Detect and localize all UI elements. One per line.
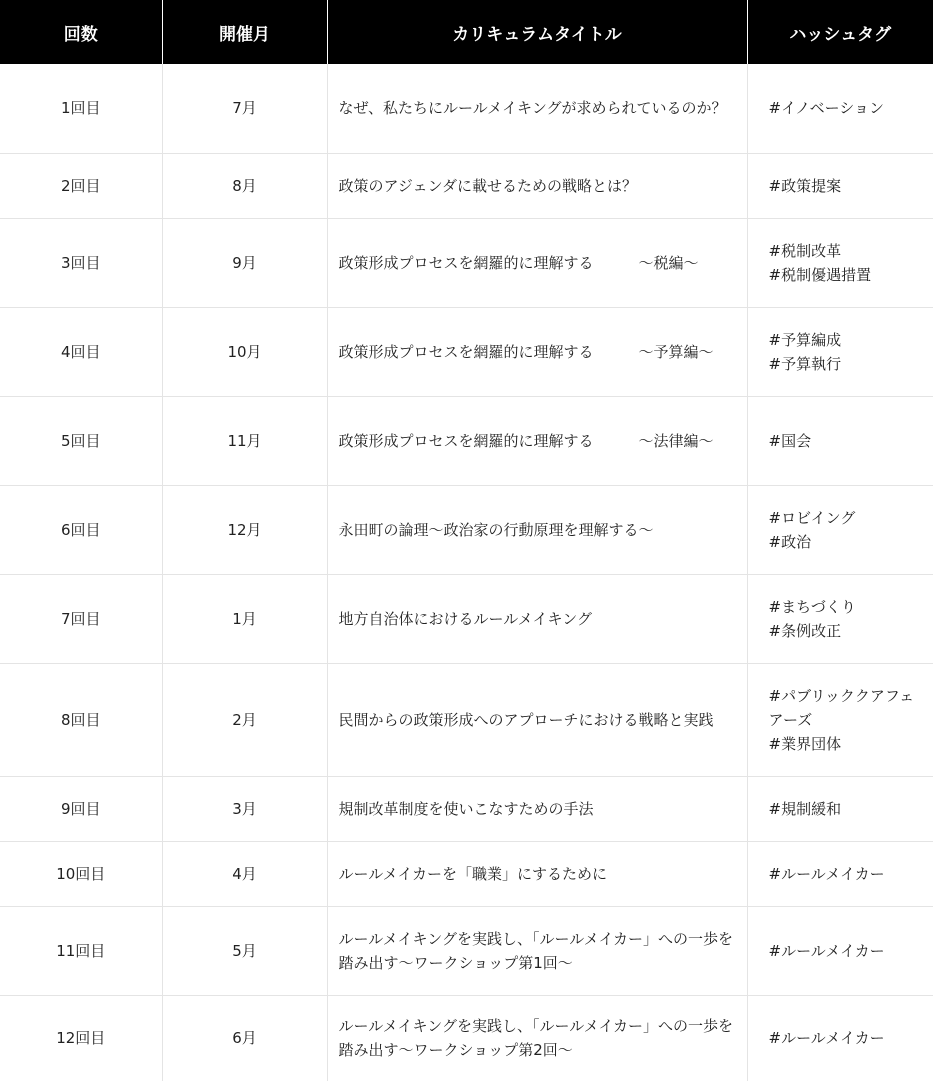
session-number: 4回目 (0, 307, 162, 396)
session-hashtags (747, 906, 933, 995)
session-month: 9月 (162, 218, 327, 307)
header-row (0, 0, 933, 64)
session-month: 4月 (162, 841, 327, 906)
session-number: 6回目 (0, 485, 162, 574)
session-month: 8月 (162, 153, 327, 218)
session-title: なぜ、私たちにルールメイキングが求められているのか？ (327, 64, 747, 153)
session-title: 永田町の論理〜政治家の行動原理を理解する〜 (327, 485, 747, 574)
session-number: 2回目 (0, 153, 162, 218)
session-hashtags (747, 485, 933, 574)
table-row (0, 776, 933, 841)
session-month: 1月 (162, 574, 327, 663)
session-month: 2月 (162, 663, 327, 776)
session-number: 8回目 (0, 663, 162, 776)
hashtag: #規制緩和 (768, 799, 842, 818)
hashtag: #税制優遇措置 (768, 265, 872, 284)
table-row (0, 153, 933, 218)
session-number: 5回目 (0, 396, 162, 485)
session-number: 1回目 (0, 64, 162, 153)
hashtag: #ロビイング (768, 508, 856, 527)
hashtag: #予算編成 (768, 330, 842, 349)
session-month: 10月 (162, 307, 327, 396)
session-month: 5月 (162, 906, 327, 995)
session-hashtags (747, 307, 933, 396)
session-title: 民間からの政策形成へのアプローチにおける戦略と実践 (327, 663, 747, 776)
table-row (0, 64, 933, 153)
session-hashtags (747, 64, 933, 153)
table-row (0, 841, 933, 906)
hashtag: #国会 (768, 431, 812, 450)
table-body (0, 64, 933, 1081)
hashtag: #政策提案 (768, 176, 842, 195)
session-month: 6月 (162, 995, 327, 1081)
session-hashtags (747, 995, 933, 1081)
session-month: 3月 (162, 776, 327, 841)
hashtag: #イノベーション (768, 99, 884, 118)
table-row (0, 995, 933, 1081)
hashtag: #業界団体 (768, 734, 842, 753)
table-row (0, 307, 933, 396)
header-session-number: 回数 (0, 0, 162, 64)
hashtag: #税制改革 (768, 241, 842, 260)
table-row (0, 663, 933, 776)
session-month: 11月 (162, 396, 327, 485)
session-number: 7回目 (0, 574, 162, 663)
session-title: 政策形成プロセスを網羅的に理解する 〜法律編〜 (327, 396, 747, 485)
session-month: 7月 (162, 64, 327, 153)
session-title: ルールメイキングを実践し、「ルールメイカー」への一歩を踏み出す〜ワークショップ第2回〜 (327, 995, 747, 1081)
session-title: 政策形成プロセスを網羅的に理解する 〜予算編〜 (327, 307, 747, 396)
session-title: ルールメイカーを「職業」にするために (327, 841, 747, 906)
table-row (0, 485, 933, 574)
session-title: 政策形成プロセスを網羅的に理解する 〜税編〜 (327, 218, 747, 307)
table-header (0, 0, 933, 64)
session-hashtags (747, 153, 933, 218)
hashtag: #まちづくり (768, 597, 856, 616)
table-row (0, 218, 933, 307)
session-hashtags (747, 574, 933, 663)
hashtag: #ルールメイカー (768, 864, 885, 883)
hashtag: #予算執行 (768, 354, 842, 373)
session-number: 9回目 (0, 776, 162, 841)
hashtag: #政治 (768, 532, 812, 551)
session-number: 12回目 (0, 995, 162, 1081)
session-month: 12月 (162, 485, 327, 574)
hashtag: #ルールメイカー (768, 1029, 885, 1048)
session-title: ルールメイキングを実践し、「ルールメイカー」への一歩を踏み出す〜ワークショップ第1回〜 (327, 906, 747, 995)
hashtag: #条例改正 (768, 621, 842, 640)
session-hashtags (747, 841, 933, 906)
session-title: 地方自治体におけるルールメイキング (327, 574, 747, 663)
session-hashtags (747, 663, 933, 776)
session-hashtags (747, 776, 933, 841)
session-number: 11回目 (0, 906, 162, 995)
header-hashtags: ハッシュタグ (747, 0, 933, 64)
hashtag: #ルールメイカー (768, 941, 885, 960)
session-hashtags (747, 396, 933, 485)
hashtag: #パブリッククアフェアーズ (768, 686, 915, 729)
header-month: 開催月 (162, 0, 327, 64)
table-row (0, 574, 933, 663)
session-title: 政策のアジェンダに載せるための戦略とは？ (327, 153, 747, 218)
table-row (0, 906, 933, 995)
session-hashtags (747, 218, 933, 307)
session-number: 10回目 (0, 841, 162, 906)
session-number: 3回目 (0, 218, 162, 307)
table-row (0, 396, 933, 485)
session-title: 規制改革制度を使いこなすための手法 (327, 776, 747, 841)
header-curriculum-title: カリキュラムタイトル (327, 0, 747, 64)
